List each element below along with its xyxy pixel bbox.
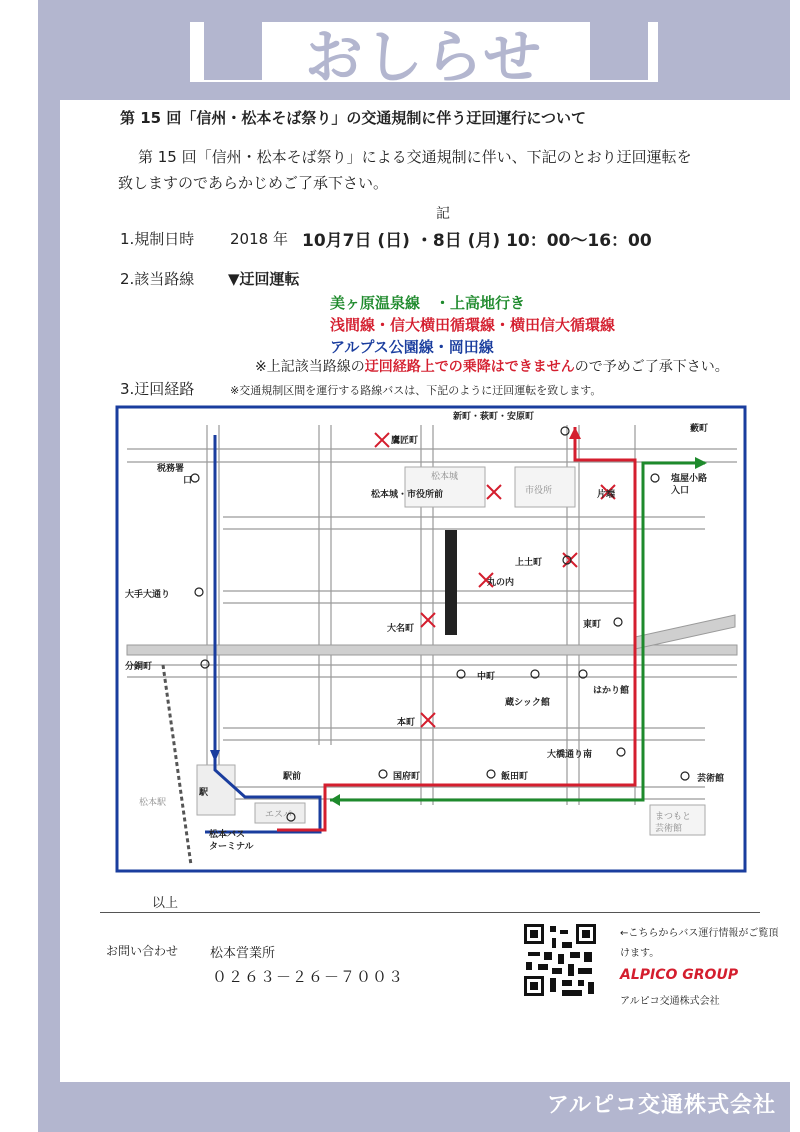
stop-omyo: 大名町 bbox=[387, 624, 415, 634]
closed-road bbox=[445, 530, 457, 635]
detour-heading: ▼迂回運転 bbox=[228, 270, 300, 288]
stop-kura: 蔵シック館 bbox=[505, 698, 550, 708]
stop-shioya: 塩屋小路 bbox=[671, 474, 708, 484]
alpico-logo bbox=[620, 967, 738, 983]
detour-map bbox=[115, 405, 747, 873]
stop-ohashi: 大橋通り南 bbox=[547, 750, 593, 760]
route-red: 浅間線・信大横田循環線・横田信大循環線 bbox=[330, 316, 616, 334]
stop-nakamachi: 中町 bbox=[477, 672, 496, 682]
item3-label: 3.迂回経路 bbox=[120, 380, 195, 398]
footer-divider bbox=[100, 912, 760, 913]
qr-caption-2: けます。 bbox=[620, 948, 660, 959]
stop-zeimusho-mark: 口 bbox=[183, 476, 193, 486]
note-warning: 迂回経路上での乗降はできません bbox=[364, 359, 575, 375]
notice-headline: 第 15 回「信州・松本そば祭り」の交通規制に伴う迂回運行について bbox=[120, 109, 587, 127]
ijou-label: 以上 bbox=[152, 896, 179, 911]
stop-marunouchi: 丸の内 bbox=[487, 578, 515, 588]
qr-code-icon[interactable] bbox=[522, 922, 598, 998]
item1-label: 1.規制日時 bbox=[120, 230, 195, 248]
stop-ekimae: 駅前 bbox=[283, 772, 302, 782]
label-eki: 駅 bbox=[199, 788, 209, 798]
item2-label: 2.該当路線 bbox=[120, 270, 195, 288]
stop-kurumi: 藪町 bbox=[690, 424, 709, 434]
stop-honmachi: 本町 bbox=[397, 718, 416, 728]
route-blue: アルプス公園線・岡田線 bbox=[330, 338, 494, 356]
stop-iida: 飯田町 bbox=[501, 772, 529, 782]
bottom-company-brand: アルピコ交通株式会社 bbox=[546, 1093, 776, 1118]
stop-ote: 大手大通り bbox=[125, 590, 171, 600]
contact-label: お問い合わせ bbox=[106, 944, 179, 958]
label-matsumotojo: 松本城 bbox=[431, 472, 459, 482]
item1-year: 2018 年 bbox=[230, 230, 288, 248]
stop-kokufu: 国府町 bbox=[393, 772, 421, 782]
page-title: おしらせ bbox=[304, 23, 544, 91]
item1-date: 10月7日 (日) ・8日 (月) 10：00〜16：00 bbox=[302, 231, 652, 251]
route-green: 美ヶ原温泉線 ・上高地行き bbox=[330, 294, 526, 312]
stop-uetsuchi: 上土町 bbox=[515, 558, 543, 568]
stop-takajo: 鷹匠町 bbox=[391, 436, 419, 446]
note-pre: ※上記該当路線の bbox=[255, 359, 365, 375]
qr-caption-1: ←こちらからバス運行情報がご覧頂 bbox=[620, 928, 779, 939]
label-art-1: まつもと bbox=[655, 812, 692, 822]
label-espa: エスパ bbox=[265, 810, 293, 820]
route-note bbox=[255, 356, 729, 376]
intro-line-1: 第 15 回「信州・松本そば祭り」による交通規制に伴い、下記のとおり迂回運転を bbox=[138, 148, 692, 166]
label-art-2: 芸術館 bbox=[655, 824, 683, 834]
stop-bus-terminal-2: ターミナル bbox=[209, 842, 254, 852]
stop-bunka: 分銅町 bbox=[125, 662, 153, 672]
office-name: 松本営業所 bbox=[210, 946, 276, 961]
label-shiyakusho: 市役所 bbox=[525, 486, 553, 496]
stop-shioya-2: 入口 bbox=[671, 486, 690, 496]
stop-hakari: はかり館 bbox=[593, 686, 630, 696]
stop-jo-shiyakusho: 松本城・市役所前 bbox=[371, 490, 444, 500]
stop-shinmachi: 新町・萩町・安原町 bbox=[453, 412, 535, 422]
company-name: アルピコ交通株式会社 bbox=[620, 996, 720, 1007]
alpico-logo-text: ALPICO GROUP bbox=[620, 967, 739, 983]
ki-label: 記 bbox=[436, 206, 450, 222]
stop-geijutsu: 芸術館 bbox=[697, 774, 725, 784]
intro-line-2: 致しますのであらかじめご了承下さい。 bbox=[118, 174, 389, 192]
stop-katahata: 片端 bbox=[597, 490, 616, 500]
stop-zeimusho: 税務署 bbox=[157, 464, 185, 474]
phone-number: ０２６３－２６－７００３ bbox=[212, 968, 405, 986]
note-post: ので予めご了承下さい。 bbox=[574, 359, 729, 375]
stop-higashi: 東町 bbox=[583, 620, 602, 630]
item3-note: ※交通規制区間を運行する路線バスは、下記のように迂回運転を致します。 bbox=[230, 384, 602, 397]
label-station: 松本駅 bbox=[139, 798, 167, 808]
stop-bus-terminal-1: 松本バス bbox=[209, 830, 246, 840]
title-container bbox=[190, 14, 658, 90]
